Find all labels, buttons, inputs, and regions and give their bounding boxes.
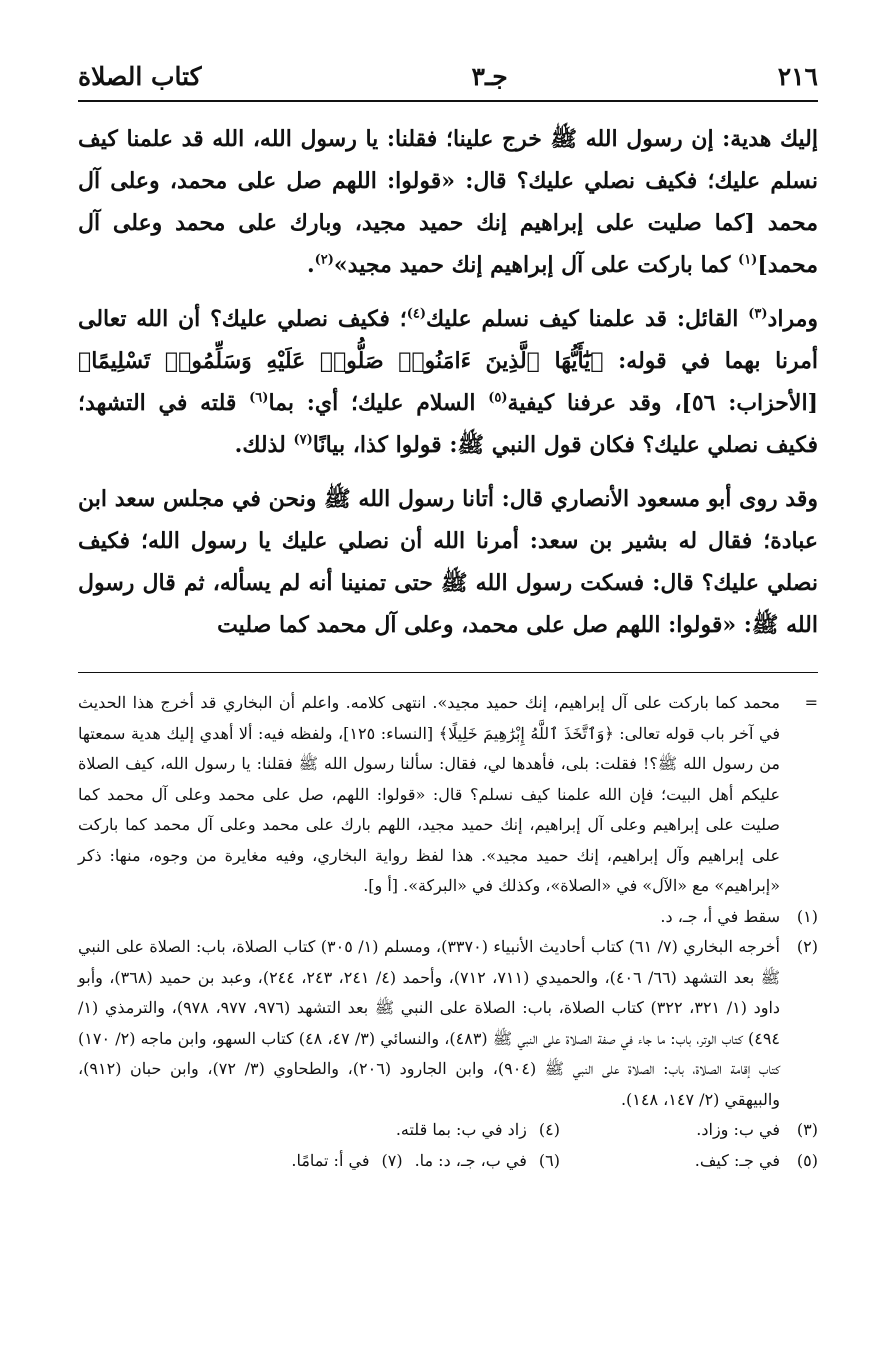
text-run: القائل: قد علمنا كيف نسلم عليك xyxy=(426,306,749,332)
continuation-mark: = xyxy=(804,693,818,712)
text-run: . xyxy=(306,252,315,278)
footnote-ref: (١) xyxy=(738,252,758,268)
footnote-text: في أ: تمامًا. xyxy=(291,1150,370,1170)
footnote-number: (٦) xyxy=(538,1150,560,1170)
footnote-text: سقط في أ، جـ، د. xyxy=(660,906,780,926)
paragraph-2 xyxy=(78,298,818,466)
footnote-text: زاد في ب: بما قلته. xyxy=(395,1120,527,1139)
footnote-ref: (٧) xyxy=(293,432,313,448)
footnote-ref: (٥) xyxy=(488,390,508,406)
footnote-ref: (٤) xyxy=(406,306,427,322)
text-run: كما باركت على آل إبراهيم إنك حميد مجيد» xyxy=(333,252,739,278)
footnote-rule xyxy=(78,672,818,673)
footnote-number: (١) xyxy=(796,906,818,926)
text-run: السلام عليك؛ أي: بما xyxy=(268,390,489,416)
footnote-number: (٥) xyxy=(796,1150,818,1170)
footnote-number: (٢) xyxy=(796,937,818,956)
footnote-number: (٣) xyxy=(796,1120,818,1139)
footnote-text: أخرجه البخاري (٧/ ٦١) كتاب أحاديث الأنبياء (٣٣٧٠)، ومسلم (١/ ٣٠٥) كتاب الصلاة، باب: الصلاة على النبي ﷺ بعد التشهد (٦٦/ ٤٠٦)، والحميدي (٧١١، ٧١٢)، وأحمد (٤/ ٢٤١، ٢٤٣، ٢٤٤)، وعبد بن حميد (٣٦٨)، وأبو داود (١/ ٣٢١، ٣٢٢) كتاب الصلاة، باب: الصلاة على النبي ﷺ بعد التشهد (٩٧٦، ٩٧٧، ٩٧٨)، والترمذي (١/ ٤٩٤) كتاب الوتر، باب: ما جاء في صفة الصلاة على النبي ﷺ (٤٨٣)، والنسائي (٣/ ٤٧، ٤٨) كتاب السهو، وابن ماجه (٢/ ١٧٠) كتاب إقامة الصلاة، باب: الصلاة على النبي ﷺ (٩٠٤)، وابن الجارود (٢٠٦)، والطحاوي (٣/ ٧٢)، وابن حبان (٩١٢)، والبيهقي (٢/ ١٤٧، ١٤٨). xyxy=(78,937,781,1109)
footnote-6-7 xyxy=(78,1146,560,1177)
text-run: لذلك. xyxy=(234,432,294,458)
footnote-text: في ب، جـ، د: ما. xyxy=(414,1150,527,1170)
footnote-number: (٧) xyxy=(381,1150,403,1170)
footnote-ref: (٣) xyxy=(748,306,768,322)
footnote-text: في ب: وزاد. xyxy=(696,1120,780,1139)
text-run: قلته في التشهد؛ فكيف نصلي عليك؟ فكان قول النبي ﷺ: قولوا كذا، بيانًا xyxy=(78,390,818,458)
text-run: ومراد xyxy=(767,306,818,332)
footnote-row-3-4 xyxy=(78,1115,818,1146)
running-header xyxy=(78,58,818,94)
footnote-ref: (٦) xyxy=(249,390,269,406)
footnote-number: (٤) xyxy=(538,1120,560,1139)
footnote-4 xyxy=(78,1115,560,1146)
paragraph-1 xyxy=(78,118,818,286)
page-number: ٢١٦ xyxy=(777,61,818,91)
main-text xyxy=(78,118,818,658)
footnotes xyxy=(78,688,818,1176)
footnote-text: محمد كما باركت على آل إبراهيم، إنك حميد مجيد». انتهى كلامه. واعلم أن البخاري قد أخرج هذا الحديث في آخر باب قوله تعالى: ﴿وَٱتَّخَذَ ٱللَّهُ إِبْرَٰهِيمَ خَلِيلًا﴾ [النساء: ١٢٥]، ولفظه فيه: ألا أهدي إليك هدية سمعتها من رسول الله ﷺ؟! فقلت: بلى، فأهدها لي، فقال: سألنا رسول الله ﷺ فقلنا: يا رسول الله، كيف الصلاة عليكم أهل البيت؛ فإن الله علمنا كيف نسلم؟ قال: «قولوا: اللهم، صل على محمد وعلى آل محمد كما صليت على إبراهيم وعلى آل إبراهيم، إنك حميد مجيد، اللهم بارك على محمد وعلى آل محمد كما باركت على إبراهيم وآل إبراهيم، إنك حميد مجيد». هذا لفظ رواية البخاري، وفيه مغايرة من وجوه، منها: ذكر «إبراهيم» مع «الآل» في «الصلاة»، وكذلك في «البركة». [أ و]. xyxy=(78,693,781,895)
footnote-continuation xyxy=(78,688,818,902)
text-run: إليك هدية: إن رسول الله ﷺ خرج علينا؛ فقلنا: يا رسول الله، الله قد علمنا كيف نسلم عليك؛ فكيف نصلي عليك؟ قال: «قولوا: اللهم صل على محمد، وعلى آل محمد [كما صليت على إبراهيم إنك حميد مجيد، وبارك على محمد وعلى آل محمد] xyxy=(78,126,818,278)
text-run: ؛ فكيف نصلي عليك؟ أن الله تعالى أمرنا بهما في قوله: ﴿يَٰٓأَيُّهَا ٱلَّذِينَ ءَامَنُوا۟ صَلُّوا۟ عَلَيْهِ وَسَلِّمُوا۟ تَسْلِيمًا﴾ [الأحزاب: ٥٦]، وقد عرفنا كيفية xyxy=(78,306,818,416)
header-rule xyxy=(78,100,818,102)
footnote-row-5-7 xyxy=(78,1146,818,1177)
volume-label: جـ٣ xyxy=(471,61,508,91)
chapter-title: كتاب الصلاة xyxy=(78,61,202,91)
footnote-text: في جـ: كيف. xyxy=(694,1150,780,1170)
footnote-1 xyxy=(78,902,818,933)
footnote-2 xyxy=(78,932,818,1115)
paragraph-3: وقد روى أبو مسعود الأنصاري قال: أتانا رسول الله ﷺ ونحن في مجلس سعد ابن عبادة؛ فقال له بشير بن سعد: أمرنا الله أن نصلي عليك يا رسول الله؛ فكيف نصلي عليك؟ قال: فسكت رسول الله ﷺ حتى تمنينا أنه لم يسأله، ثم قال رسول الله ﷺ: «قولوا: اللهم صل على محمد، وعلى آل محمد كما صليت xyxy=(78,486,818,638)
footnote-ref: (٢) xyxy=(314,252,334,268)
